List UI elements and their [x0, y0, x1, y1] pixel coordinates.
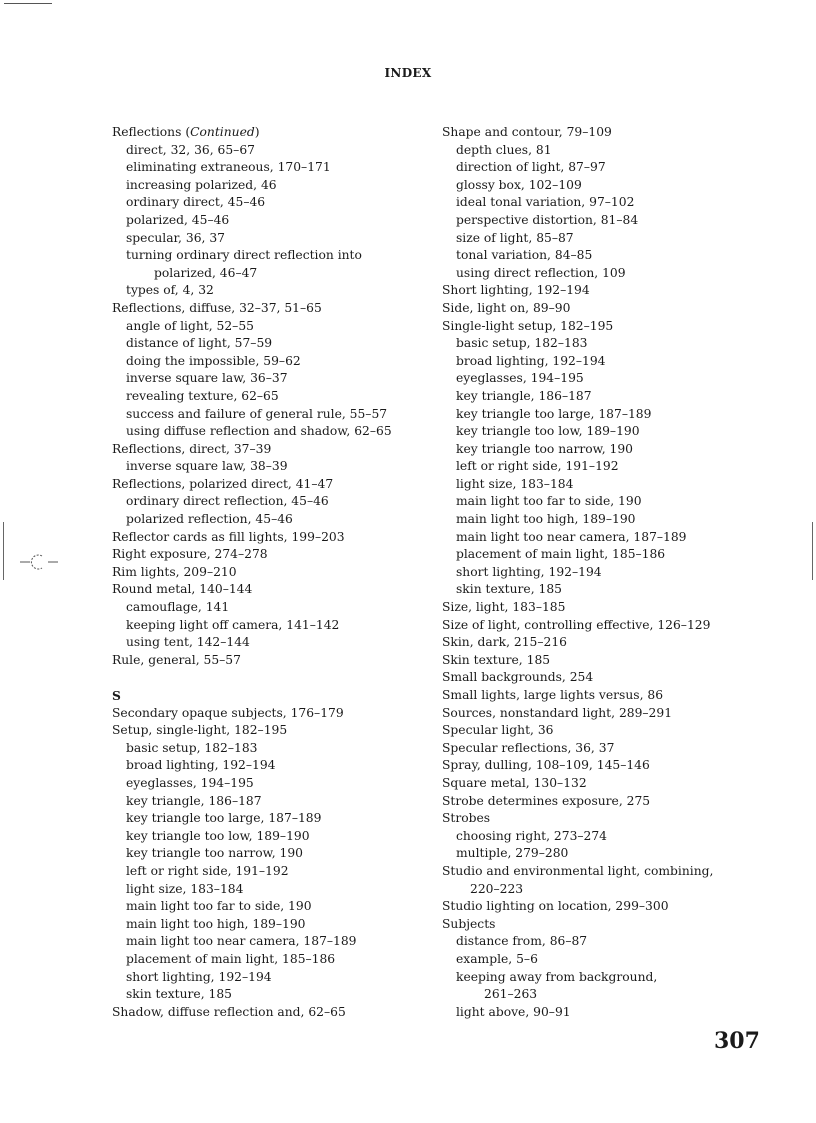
section-gap: [112, 669, 432, 687]
index-subentry: placement of main light, 185–186: [456, 547, 666, 562]
index-entry: Short lighting, 192–194: [442, 283, 590, 298]
index-subentry: short lighting, 192–194: [456, 564, 602, 579]
index-subentry: broad lighting, 192–194: [126, 758, 276, 773]
index-entry: Size of light, controlling effective, 126–129: [442, 617, 711, 632]
index-entry: Sources, nonstandard light, 289–291: [442, 705, 673, 720]
index-subentry: ideal tonal variation, 97–102: [456, 195, 635, 210]
index-entry: Size, light, 183–185: [442, 600, 566, 615]
index-subentry: eliminating extraneous, 170–171: [126, 160, 331, 175]
index-subentry: ordinary direct reflection, 45–46: [126, 494, 329, 509]
page-header: INDEX: [384, 66, 432, 80]
index-column-right: [442, 124, 762, 1021]
index-subentry: multiple, 279–280: [456, 846, 569, 861]
index-subentry: 261–263: [484, 987, 538, 1002]
index-entry: Shadow, diffuse reflection and, 62–65: [112, 1004, 346, 1019]
index-entry: Small lights, large lights versus, 86: [442, 688, 664, 702]
index-subentry: left or right side, 191–192: [126, 863, 289, 878]
index-entry: Reflector cards as fill lights, 199–203: [112, 529, 345, 544]
index-subentry: light above, 90–91: [456, 1004, 571, 1019]
index-subentry: increasing polarized, 46: [126, 177, 277, 192]
index-subentry: light size, 183–184: [456, 476, 574, 491]
index-subentry: key triangle, 186–187: [456, 388, 592, 403]
index-subentry: key triangle too narrow, 190: [456, 441, 634, 456]
index-subentry: polarized, 45–46: [126, 212, 230, 227]
index-subentry: example, 5–6: [456, 951, 538, 966]
index-subentry: key triangle too low, 189–190: [126, 828, 310, 843]
index-subentry: eyeglasses, 194–195: [456, 371, 584, 386]
index-subentry: doing the impossible, 59–62: [126, 353, 301, 368]
index-subentry: turning ordinary direct reflection into: [126, 248, 362, 263]
index-subentry: success and failure of general rule, 55–57: [126, 406, 388, 421]
index-subentry: basic setup, 182–183: [456, 336, 588, 351]
index-subentry: polarized, 46–47: [154, 265, 258, 280]
index-subentry: polarized reflection, 45–46: [126, 512, 293, 527]
index-subentry: distance of light, 57–59: [126, 336, 273, 351]
index-subentry: using direct reflection, 109: [456, 265, 626, 280]
index-entry: Setup, single-light, 182–195: [112, 723, 288, 738]
index-entry: Reflections, polarized direct, 41–47: [112, 476, 334, 491]
index-subentry: placement of main light, 185–186: [126, 951, 336, 966]
index-subentry: main light too far to side, 190: [126, 899, 312, 914]
index-entry: Specular light, 36: [442, 723, 554, 738]
index-subentry: using tent, 142–144: [126, 635, 250, 650]
index-subentry: direction of light, 87–97: [456, 160, 606, 175]
index-subentry: perspective distortion, 81–84: [456, 212, 639, 227]
index-entry: Skin, dark, 215–216: [442, 635, 567, 650]
entry-continued: Continued: [190, 125, 255, 139]
index-subentry: skin texture, 185: [456, 582, 562, 597]
index-entry: Rule, general, 55–57: [112, 652, 241, 667]
index-subentry: specular, 36, 37: [126, 230, 225, 245]
index-entry: Reflections, diffuse, 32–37, 51–65: [112, 300, 322, 315]
index-subentry: depth clues, 81: [456, 142, 552, 157]
index-subentry: using diffuse reflection and shadow, 62–65: [126, 424, 392, 439]
index-entry: Small backgrounds, 254: [442, 670, 594, 685]
index-subentry: key triangle, 186–187: [126, 793, 262, 808]
entry-text-end: ): [254, 125, 260, 139]
index-subentry: choosing right, 273–274: [456, 828, 608, 843]
index-subentry: main light too near camera, 187–189: [126, 934, 357, 949]
index-subentry: main light too high, 189–190: [126, 916, 306, 931]
index-entry: Strobe determines exposure, 275: [442, 793, 651, 808]
index-subentry: tonal variation, 84–85: [456, 248, 593, 263]
index-subentry: main light too near camera, 187–189: [456, 529, 687, 544]
index-subentry: direct, 32, 36, 65–67: [126, 142, 255, 157]
index-entry: Subjects: [442, 916, 496, 931]
index-entry: [112, 124, 432, 142]
index-subentry: key triangle too low, 189–190: [456, 424, 640, 439]
top-rule: [4, 3, 52, 4]
index-subentry: skin texture, 185: [126, 987, 232, 1002]
index-subentry: light size, 183–184: [126, 881, 244, 896]
index-entry: Rim lights, 209–210: [112, 564, 237, 579]
index-entry: Spray, dulling, 108–109, 145–146: [442, 758, 650, 773]
index-subentry: glossy box, 102–109: [456, 177, 582, 192]
index-subentry: size of light, 85–87: [456, 230, 574, 245]
index-entry: Square metal, 130–132: [442, 775, 587, 790]
index-subentry: keeping away from background,: [456, 969, 658, 984]
crop-mark-left: [3, 522, 4, 580]
index-subentry: eyeglasses, 194–195: [126, 775, 254, 790]
page-number: 307: [714, 1028, 760, 1054]
index-subentry: main light too far to side, 190: [456, 494, 642, 509]
entry-text: Reflections (: [112, 125, 191, 139]
index-subentry: keeping light off camera, 141–142: [126, 617, 340, 632]
section-letter: S: [112, 688, 121, 703]
index-subentry: distance from, 86–87: [456, 934, 588, 949]
index-entry: Round metal, 140–144: [112, 582, 253, 597]
index-subentry: key triangle too narrow, 190: [126, 846, 304, 861]
index-subentry: key triangle too large, 187–189: [456, 406, 652, 421]
index-subentry: angle of light, 52–55: [126, 318, 254, 333]
index-column-left: [112, 124, 432, 1021]
index-subentry: inverse square law, 36–37: [126, 371, 288, 386]
index-entry: Shape and contour, 79–109: [442, 125, 612, 139]
index-entry: Studio and environmental light, combining,: [442, 863, 714, 878]
index-subentry: 220–223: [470, 881, 524, 896]
index-entry: Secondary opaque subjects, 176–179: [112, 705, 344, 720]
index-entry: Reflections, direct, 37–39: [112, 441, 272, 456]
index-entry: Right exposure, 274–278: [112, 547, 268, 562]
index-subentry: main light too high, 189–190: [456, 512, 636, 527]
registration-mark-icon: [20, 551, 58, 573]
index-subentry: ordinary direct, 45–46: [126, 195, 266, 210]
index-subentry: inverse square law, 38–39: [126, 459, 288, 474]
index-subentry: basic setup, 182–183: [126, 740, 258, 755]
index-subentry: camouflage, 141: [126, 600, 230, 615]
index-subentry: left or right side, 191–192: [456, 459, 619, 474]
index-entry: Side, light on, 89–90: [442, 300, 571, 315]
index-entry: Strobes: [442, 811, 491, 826]
index-subentry: types of, 4, 32: [126, 283, 214, 298]
index-entry: Specular reflections, 36, 37: [442, 740, 615, 755]
index-entry: Skin texture, 185: [442, 652, 551, 667]
index-subentry: revealing texture, 62–65: [126, 388, 279, 403]
crop-mark-right: [812, 522, 813, 580]
index-entry: Single-light setup, 182–195: [442, 318, 614, 333]
index-entry: Studio lighting on location, 299–300: [442, 899, 669, 914]
index-subentry: key triangle too large, 187–189: [126, 811, 322, 826]
index-subentry: short lighting, 192–194: [126, 969, 272, 984]
index-subentry: broad lighting, 192–194: [456, 353, 606, 368]
